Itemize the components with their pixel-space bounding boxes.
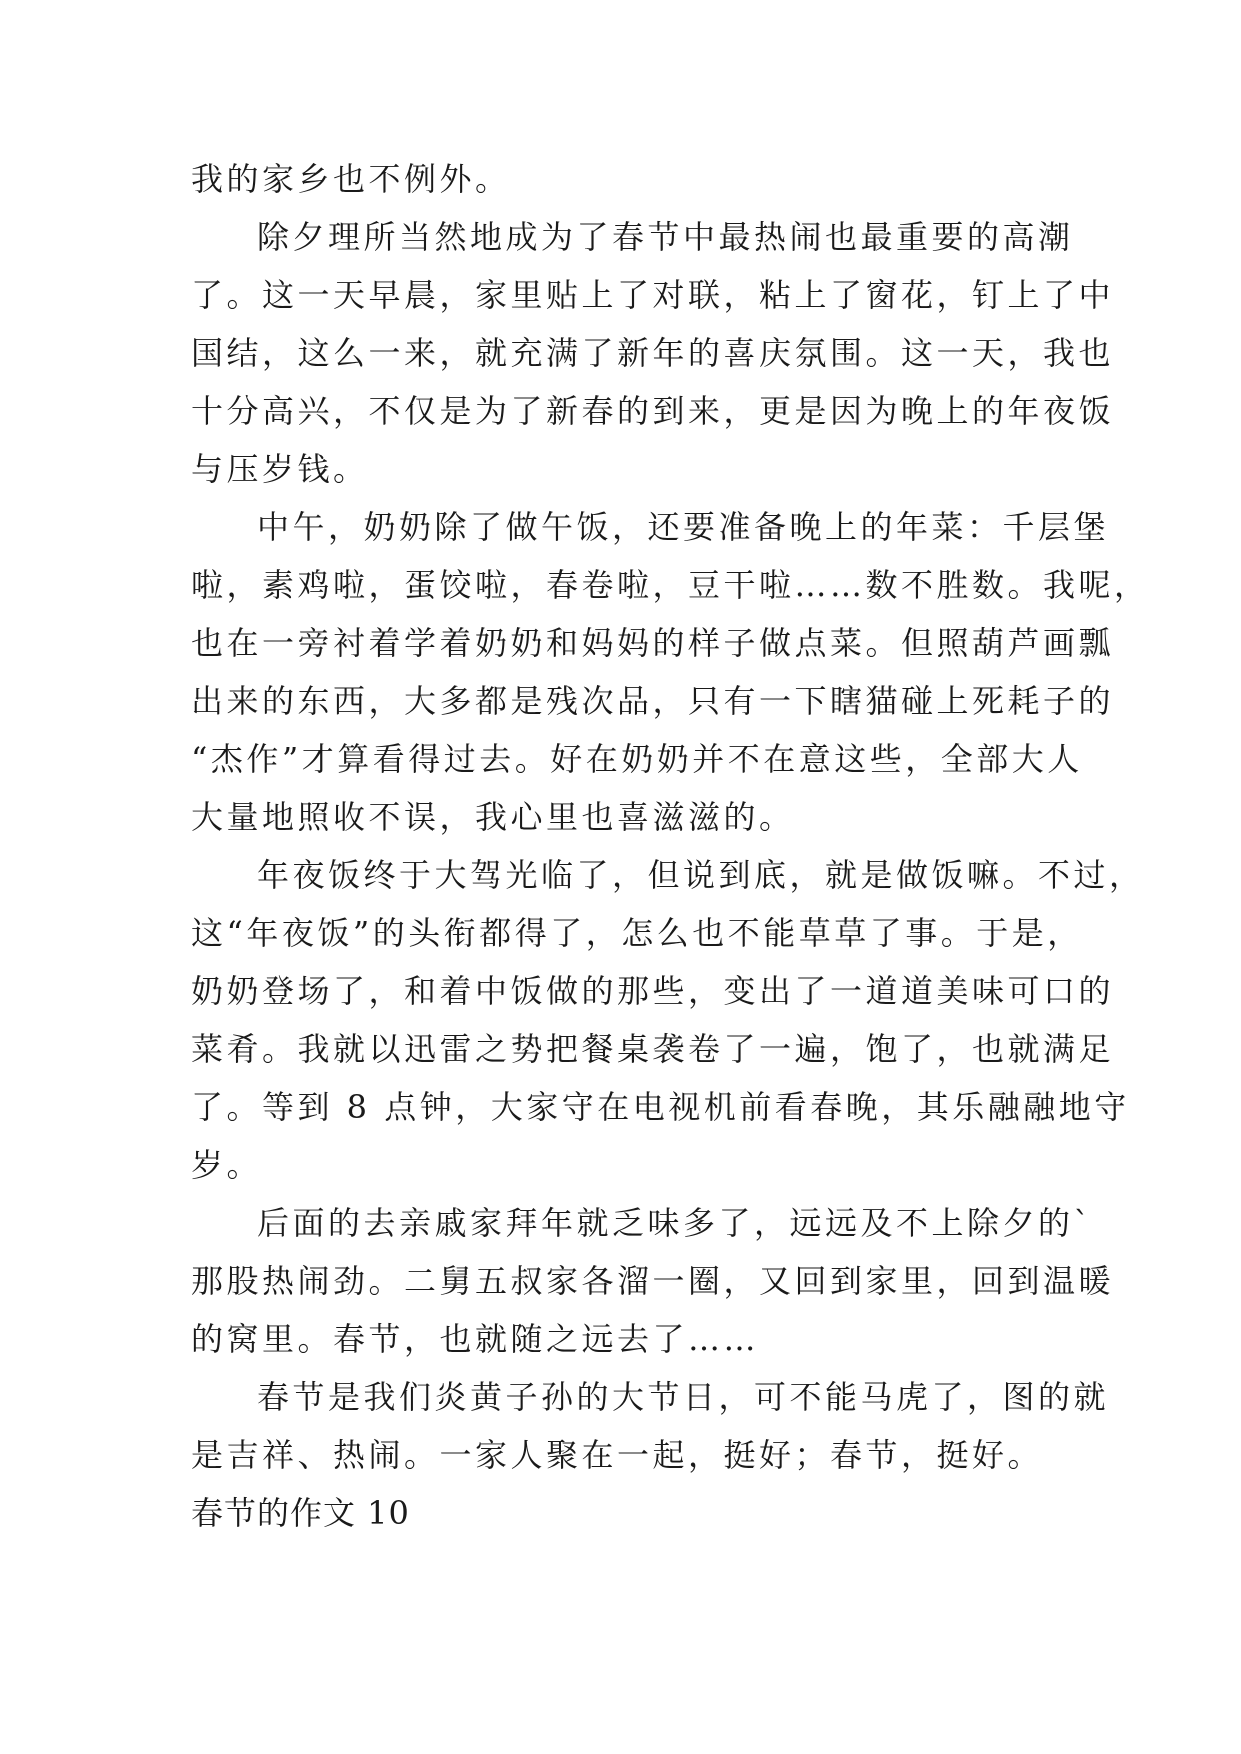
text-line: 我的家乡也不例外。 [191, 160, 511, 198]
paragraph-start-line: 春节是我们炎黄子孙的大节日，可不能马虎了，图的就 [257, 1378, 1110, 1416]
text-line: 十分高兴，不仅是为了新春的到来，更是因为晚上的年夜饭 [191, 392, 1115, 430]
text-line: 国结，这么一来，就充满了新年的喜庆氛围。这一天，我也 [191, 334, 1115, 372]
text-line: 啦，素鸡啦，蛋饺啦，春卷啦，豆干啦……数不胜数。我呢， [191, 566, 1150, 604]
text-line: 出来的东西，大多都是残次品，只有一下瞎猫碰上死耗子的 [191, 682, 1115, 720]
paragraph-start-line: 后面的去亲戚家拜年就乏味多了，远远及不上除夕的` [257, 1204, 1094, 1242]
text-line: 这“年夜饭”的头衔都得了，怎么也不能草草了事。于是， [191, 914, 1083, 952]
paragraph-start-line: 年夜饭终于大驾光临了，但说到底，就是做饭嘛。不过， [257, 856, 1145, 894]
document-body [191, 150, 1150, 1542]
text-line: 也在一旁衬着学着奶奶和妈妈的样子做点菜。但照葫芦画瓢 [191, 624, 1115, 662]
text-line: 的窝里。春节，也就随之远去了…… [191, 1320, 760, 1358]
text-line: 大量地照收不误，我心里也喜滋滋的。 [191, 798, 795, 836]
paragraph-start-line: 中午，奶奶除了做午饭，还要准备晚上的年菜：千层堡 [257, 508, 1110, 546]
section-heading: 春节的作文 10 [191, 1494, 410, 1532]
text-line: 是吉祥、热闹。一家人聚在一起，挺好；春节，挺好。 [191, 1436, 1044, 1474]
text-line: “杰作”才算看得过去。好在奶奶并不在意这些，全部大人 [191, 740, 1083, 778]
text-line: 了。等到 8 点钟，大家守在电视机前看春晚，其乐融融地守 [191, 1088, 1130, 1126]
text-line: 奶奶登场了，和着中饭做的那些，变出了一道道美味可口的 [191, 972, 1115, 1010]
paragraph-start-line: 除夕理所当然地成为了春节中最热闹也最重要的高潮 [257, 218, 1074, 256]
text-line: 那股热闹劲。二舅五叔家各溜一圈，又回到家里，回到温暖 [191, 1262, 1115, 1300]
text-line: 菜肴。我就以迅雷之势把餐桌袭卷了一遍，饱了，也就满足 [191, 1030, 1115, 1068]
text-line: 了。这一天早晨，家里贴上了对联，粘上了窗花，钉上了中 [191, 276, 1115, 314]
text-line: 与压岁钱。 [191, 450, 369, 488]
text-line: 岁。 [191, 1146, 263, 1184]
